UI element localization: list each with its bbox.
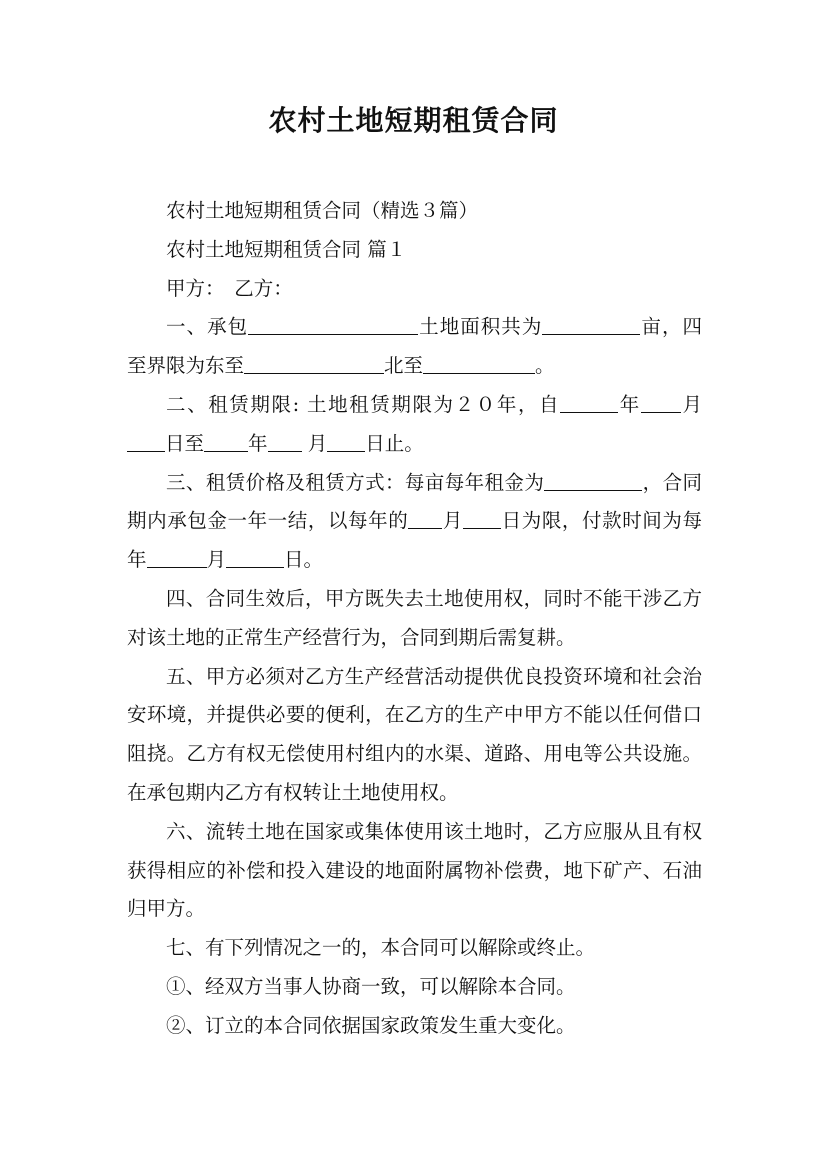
- paragraph-text: 二、租赁期限: 土地租赁期限为２０年，自: [166, 392, 561, 416]
- paragraph-clause-7-2: [127, 1007, 702, 1046]
- paragraph-clause-1: [127, 308, 702, 386]
- paragraph-text: ，合同期内承包金一年一结，以每年的: [127, 470, 702, 533]
- paragraph-text: 三、租赁价格及租赁方式：每亩每年租金为: [166, 470, 545, 494]
- fill-in-blank: [641, 392, 681, 413]
- fill-in-blank: [463, 508, 501, 529]
- paragraph-text: 甲方： 乙方：: [166, 276, 293, 300]
- paragraph-text: 日至: [165, 431, 205, 455]
- paragraph-subtitle: [127, 192, 702, 231]
- fill-in-blank: [147, 547, 207, 568]
- fill-in-blank: [204, 431, 248, 452]
- fill-in-blank: [560, 392, 618, 413]
- paragraph-text: 月: [442, 509, 464, 533]
- paragraph-text: 北至: [384, 354, 424, 378]
- paragraph-text: 年: [248, 431, 268, 455]
- paragraph-text: 日为限，付款时间为每年: [127, 509, 702, 572]
- paragraph-text: 日。: [284, 548, 324, 572]
- paragraph-clause-3: [127, 464, 702, 580]
- fill-in-blank: [542, 314, 640, 335]
- fill-in-blank: [226, 547, 284, 568]
- paragraph-text: 月: [680, 392, 702, 416]
- paragraph-text: 农村土地短期租赁合同（精选３篇）: [166, 199, 479, 222]
- paragraph-clause-4: [127, 580, 702, 658]
- fill-in-blank: [423, 353, 535, 374]
- paragraph-text: 一、承包: [166, 315, 249, 339]
- paragraph-text: 月: [206, 548, 227, 572]
- paragraph-parties: [127, 270, 702, 309]
- paragraph-text: 月: [301, 431, 328, 455]
- paragraph-text: 年: [618, 392, 641, 416]
- paragraph-text: 。: [535, 354, 555, 378]
- paragraph-text: 土地面积共为: [418, 315, 543, 339]
- document-title: 农村土地短期租赁合同: [268, 104, 559, 137]
- fill-in-blank: [544, 470, 642, 491]
- fill-in-blank: [268, 431, 302, 452]
- paragraph-text: ①、经双方当事人协商一致，可以解除本合同。: [166, 974, 576, 998]
- document-body: [127, 192, 702, 1046]
- paragraph-clause-5: [127, 658, 702, 813]
- paragraph-text: 日止。: [365, 431, 424, 455]
- paragraph-text: 六、流转土地在国家或集体使用该土地时，乙方应服从且有权获得相应的补偿和投入建设的地面附属物补偿费，地下矿产、石油归甲方。: [127, 819, 702, 921]
- fill-in-blank: [327, 431, 365, 452]
- paragraph-clause-6: [127, 813, 702, 929]
- fill-in-blank: [244, 353, 384, 374]
- paragraph-text: 七、有下列情况之一的，本合同可以解除或终止。: [166, 936, 596, 960]
- fill-in-blank: [127, 431, 165, 452]
- paragraph-text: 五、甲方必须对乙方生产经营活动提供优良投资环境和社会治安环境，并提供必要的便利，在乙方的生产中甲方不能以任何借口阻挠。乙方有权无偿使用村组内的水渠、道路、用电等公共设施。 在承包期内乙方有权转让土地使用权。: [127, 664, 702, 804]
- paragraph-text: 四、合同生效后，甲方既失去土地使用权，同时不能干涉乙方对该土地的正常生产经营行为，合同到期后需复耕。: [127, 586, 702, 649]
- paragraph-clause-2: [127, 386, 702, 464]
- paragraph-clause-7: [127, 929, 702, 968]
- fill-in-blank: [248, 314, 418, 335]
- paragraph-text: 亩，四至界限为东至: [127, 315, 702, 378]
- paragraph-clause-7-1: [127, 968, 702, 1007]
- paragraph-part-heading: [127, 231, 702, 270]
- paragraph-text: ②、订立的本合同依据国家政策发生重大变化。: [166, 1013, 576, 1037]
- paragraph-text: 农村土地短期租赁合同 篇１: [166, 237, 407, 261]
- fill-in-blank: [408, 508, 442, 529]
